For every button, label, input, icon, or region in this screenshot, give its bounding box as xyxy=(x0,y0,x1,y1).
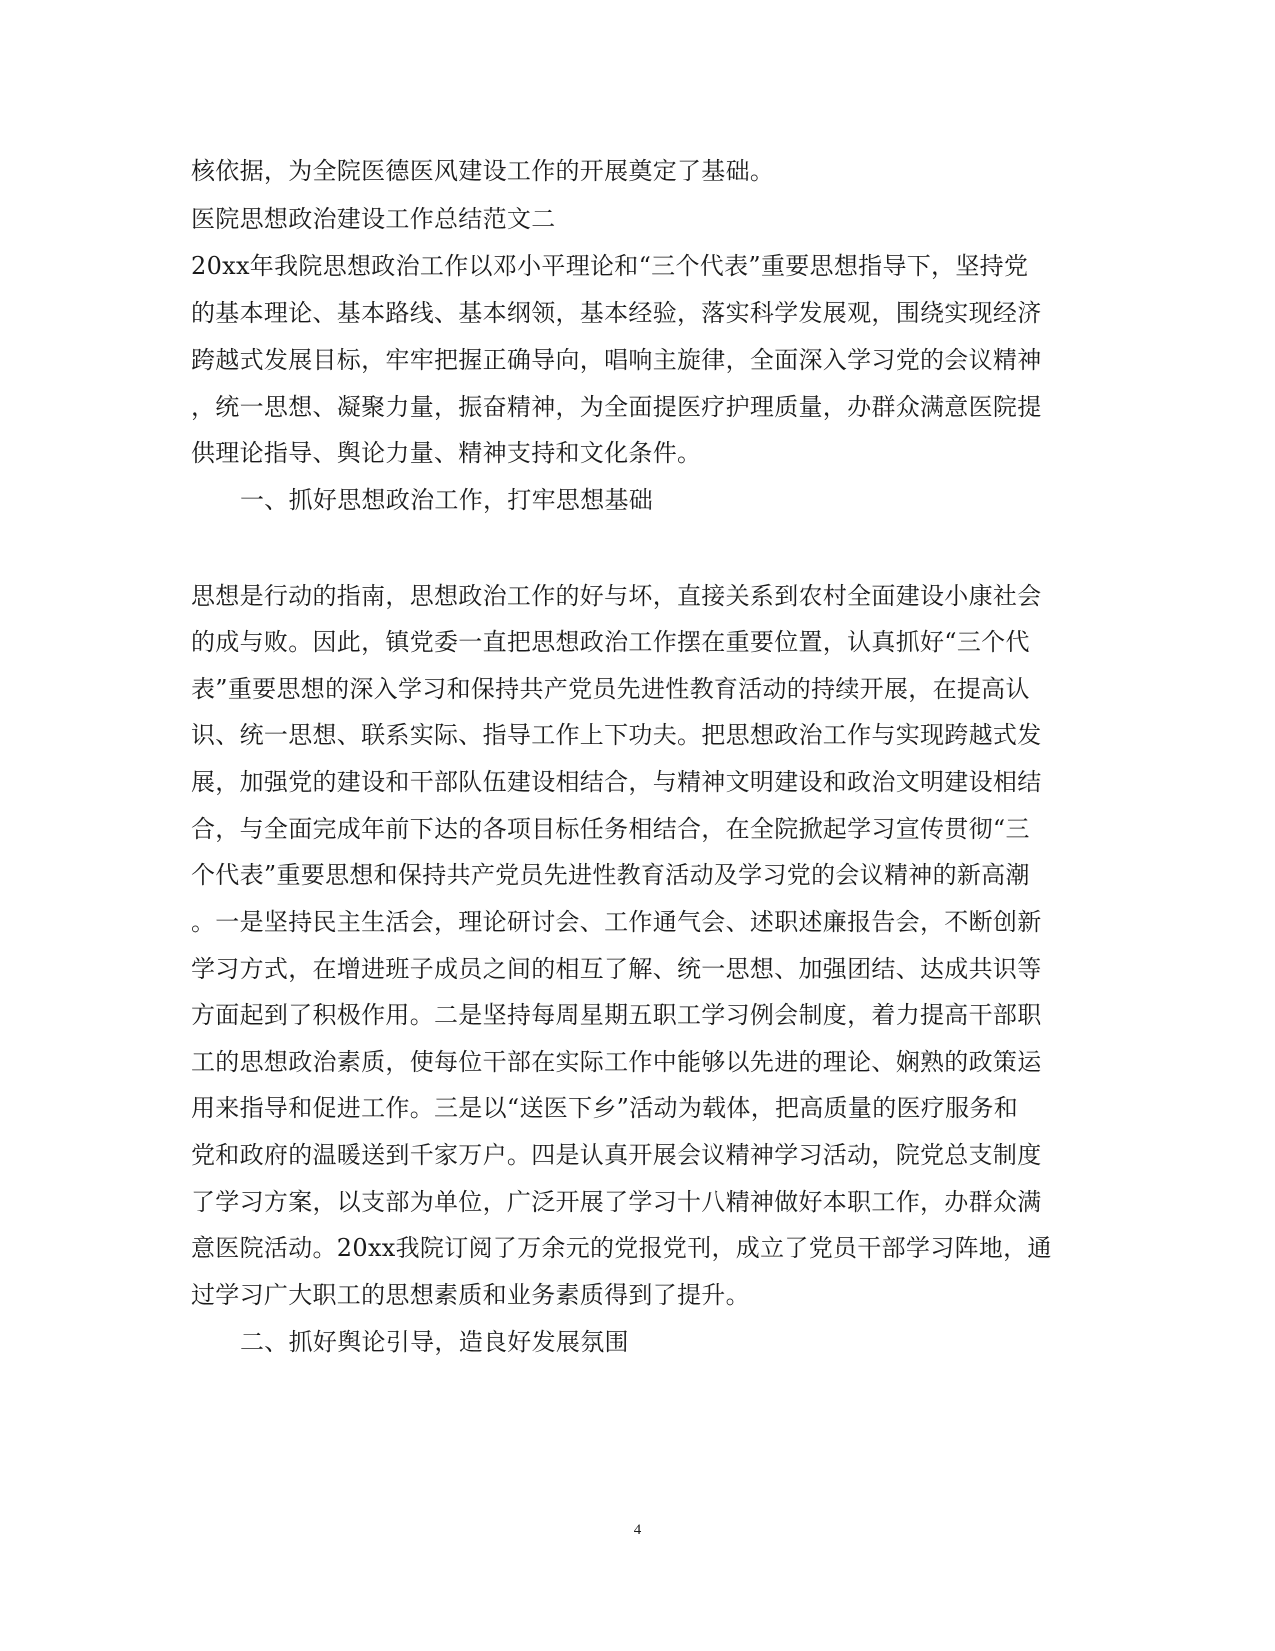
body-text-line: 党和政府的温暖送到千家万户。四是认真开展会议精神学习活动，院党总支制度 xyxy=(191,1141,1042,1169)
body-text-line: 方面起到了积极作用。二是坚持每周星期五职工学习例会制度，着力提高干部职 xyxy=(191,1001,1042,1029)
body-text-line: 了学习方案，以支部为单位，广泛开展了学习十八精神做好本职工作，办群众满 xyxy=(191,1188,1042,1216)
body-text-line: 20xx年我院思想政治工作以邓小平理论和“三个代表”重要思想指导下，坚持党 xyxy=(191,252,1029,280)
body-text-line: 展，加强党的建设和干部队伍建设相结合，与精神文明建设和政治文明建设相结 xyxy=(191,768,1042,796)
body-text-line: 跨越式发展目标，牢牢把握正确导向，唱响主旋律，全面深入学习党的会议精神 xyxy=(191,346,1042,374)
body-text-line: 识、统一思想、联系实际、指导工作上下功夫。把思想政治工作与实现跨越式发 xyxy=(191,721,1042,749)
body-text-line: 的基本理论、基本路线、基本纲领，基本经验，落实科学发展观，围绕实现经济 xyxy=(191,299,1042,327)
body-text-line: 思想是行动的指南，思想政治工作的好与坏，直接关系到农村全面建设小康社会 xyxy=(191,582,1042,610)
section-title: 医院思想政治建设工作总结范文二 xyxy=(191,205,556,233)
body-text-line: 合，与全面完成年前下达的各项目标任务相结合，在全院掀起学习宣传贯彻“三 xyxy=(191,815,1030,843)
body-text-line: 。一是坚持民主生活会，理论研讨会、工作通气会、述职述廉报告会，不断创新 xyxy=(191,908,1042,936)
body-text-line: 工的思想政治素质，使每位干部在实际工作中能够以先进的理论、娴熟的政策运 xyxy=(191,1048,1042,1076)
body-text-line: 过学习广大职工的思想素质和业务素质得到了提升。 xyxy=(191,1281,750,1309)
subheading-2: 二、抓好舆论引导，造良好发展氛围 xyxy=(240,1328,629,1356)
body-text-line: 意医院活动。20xx我院订阅了万余元的党报党刊，成立了党员干部学习阵地，通 xyxy=(191,1234,1052,1262)
body-text-line: 表”重要思想的深入学习和保持共产党员先进性教育活动的持续开展，在提高认 xyxy=(191,675,1030,703)
body-text-line: 供理论指导、舆论力量、精神支持和文化条件。 xyxy=(191,439,702,467)
body-text-line: 个代表”重要思想和保持共产党员先进性教育活动及学习党的会议精神的新高潮 xyxy=(191,861,1030,889)
body-text-line: 的成与败。因此，镇党委一直把思想政治工作摆在重要位置，认真抓好“三个代 xyxy=(191,628,1030,656)
body-text-line: 核依据，为全院医德医风建设工作的开展奠定了基础。 xyxy=(191,157,775,185)
subheading-1: 一、抓好思想政治工作，打牢思想基础 xyxy=(240,486,654,514)
body-text-line: 用来指导和促进工作。三是以“送医下乡”活动为载体，把高质量的医疗服务和 xyxy=(191,1094,1019,1122)
page-number: 4 xyxy=(633,1522,642,1538)
body-text-line: ，统一思想、凝聚力量，振奋精神，为全面提医疗护理质量，办群众满意医院提 xyxy=(191,393,1042,421)
body-text-line: 学习方式，在增进班子成员之间的相互了解、统一思想、加强团结、达成共识等 xyxy=(191,955,1042,983)
